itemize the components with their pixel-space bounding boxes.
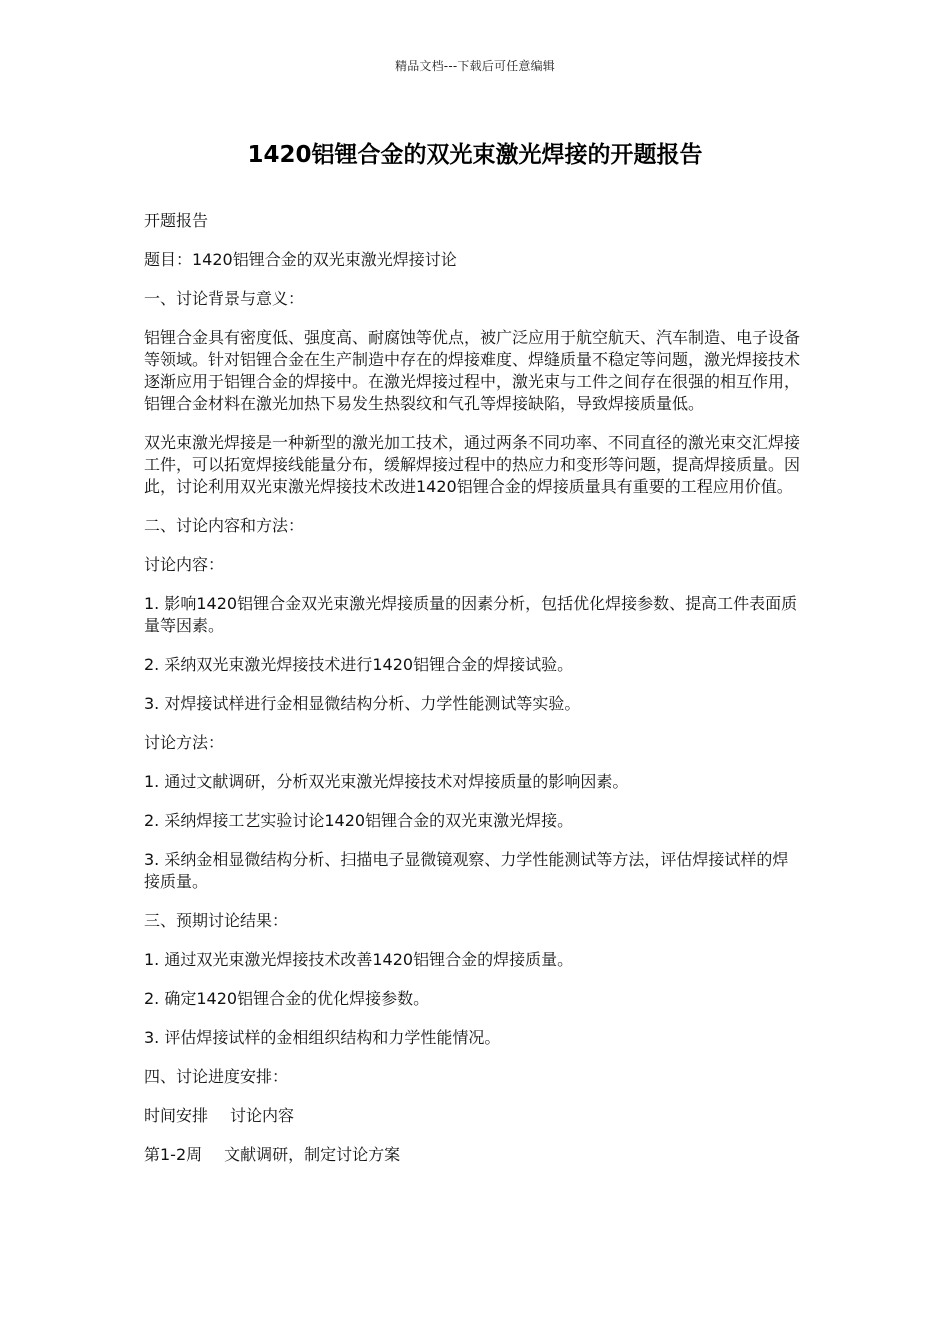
section-heading-expected-results: 三、预期讨论结果： xyxy=(144,911,289,930)
section-heading-background: 一、讨论背景与意义： xyxy=(144,289,305,308)
schedule-row xyxy=(144,1144,804,1166)
document-body xyxy=(144,210,804,1183)
content-item-3: 3. 对焊接试样进行金相显微结构分析、力学性能测试等实验。 xyxy=(144,694,581,713)
method-item-2: 2. 采纳焊接工艺实验讨论1420铝锂合金的双光束激光焊接。 xyxy=(144,811,574,830)
content-item-2: 2. 采纳双光束激光焊接技术进行1420铝锂合金的焊接试验。 xyxy=(144,655,574,674)
document-title: 1420铝锂合金的双光束激光焊接的开题报告 xyxy=(247,142,703,168)
result-item-3: 3. 评估焊接试样的金相组织结构和力学性能情况。 xyxy=(144,1028,501,1047)
schedule-header-time: 时间安排 xyxy=(144,1106,209,1125)
schedule-row-time: 第1-2周 xyxy=(144,1145,203,1164)
method-item-3: 3. 采纳金相显微结构分析、扫描电子显微镜观察、力学性能测试等方法，评估焊接试样的焊接质量。 xyxy=(144,850,789,891)
schedule-header-row xyxy=(144,1105,804,1127)
paragraph-background-1: 铝锂合金具有密度低、强度高、耐腐蚀等优点，被广泛应用于航空航天、汽车制造、电子设备等领域。针对铝锂合金在生产制造中存在的焊接难度、焊缝质量不稳定等问题，激光焊接技术逐渐应用于铝锂合金的焊接中。在激光焊接过程中，激光束与工件之间存在很强的相互作用，铝锂合金材料在激光加热下易发生热裂纹和气孔等焊接缺陷，导致焊接质量低。 xyxy=(144,328,801,413)
section-heading-content-method: 二、讨论内容和方法： xyxy=(144,516,305,535)
schedule-row-content: 文献调研，制定讨论方案 xyxy=(224,1145,401,1164)
paragraph-report-label: 开题报告 xyxy=(144,211,209,230)
subheading-content: 讨论内容： xyxy=(144,555,225,574)
schedule-header-content: 讨论内容 xyxy=(230,1106,295,1125)
header-note: 精品文档---下载后可任意编辑 xyxy=(395,59,555,73)
paragraph-background-2: 双光束激光焊接是一种新型的激光加工技术，通过两条不同功率、不同直径的激光束交汇焊接工件，可以拓宽焊接线能量分布，缓解焊接过程中的热应力和变形等问题，提高焊接质量。因此，讨论利用双光束激光焊接技术改进1420铝锂合金的焊接质量具有重要的工程应用价值。 xyxy=(144,433,801,496)
result-item-2: 2. 确定1420铝锂合金的优化焊接参数。 xyxy=(144,989,430,1008)
subheading-method: 讨论方法： xyxy=(144,733,225,752)
paragraph-topic: 题目：1420铝锂合金的双光束激光焊接讨论 xyxy=(144,250,457,269)
method-item-1: 1. 通过文献调研，分析双光束激光焊接技术对焊接质量的影响因素。 xyxy=(144,772,629,791)
result-item-1: 1. 通过双光束激光焊接技术改善1420铝锂合金的焊接质量。 xyxy=(144,950,574,969)
section-heading-schedule: 四、讨论进度安排： xyxy=(144,1067,289,1086)
content-item-1: 1. 影响1420铝锂合金双光束激光焊接质量的因素分析，包括优化焊接参数、提高工件表面质量等因素。 xyxy=(144,594,798,635)
